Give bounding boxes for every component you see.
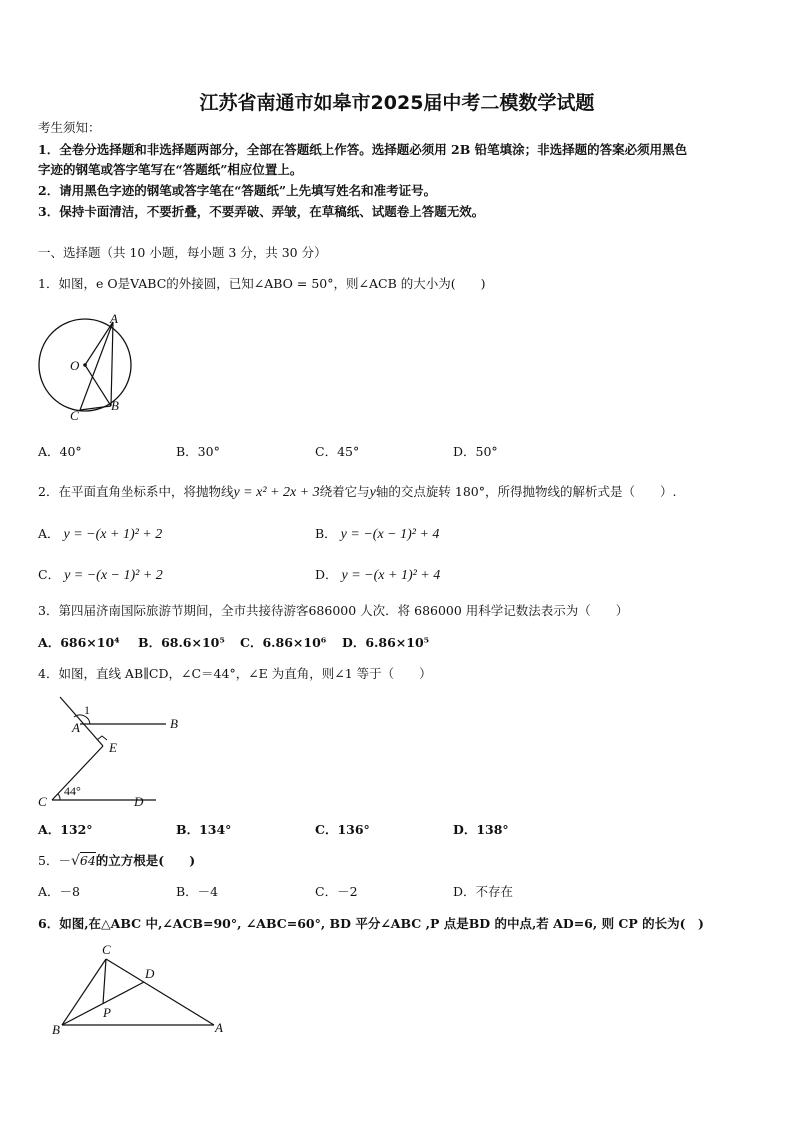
q1-option-d: D．50° [453, 444, 498, 459]
q3-option-c: C．6.86×10⁶ [240, 635, 327, 650]
q5-radicand: 64 [79, 853, 96, 868]
q6-label-a: A [215, 1020, 223, 1035]
q4-option-a: A．132° [38, 822, 93, 837]
q2-option-b [315, 526, 439, 543]
q4-label-c: C [38, 794, 47, 809]
q5-stem-a: 5．－ [38, 853, 71, 868]
q2-option-c-label: C． [38, 567, 61, 582]
q4-label-angle-1: 1 [84, 703, 90, 717]
notice-line-3: 3．保持卡面清洁，不要折叠，不要弄破、弄皱，在草稿纸、试题卷上答题无效。 [38, 204, 485, 219]
q5-option-b: B．－4 [176, 884, 219, 899]
q1-label-a: A [110, 311, 118, 326]
q5-option-d: D．不存在 [453, 884, 514, 899]
q2-stem [38, 484, 676, 501]
q2-option-a-formula: y = −(x + 1)² + 2 [63, 527, 163, 542]
q6-label-c: C [102, 942, 111, 957]
q2-option-b-label: B． [315, 526, 337, 541]
q4-option-c: C．136° [315, 822, 370, 837]
q1-label-c: C [70, 408, 79, 423]
q2-stem-formula: y = x² + 2x + 3 [233, 485, 320, 500]
q2-stem-a: 2．在平面直角坐标系中，将抛物线 [38, 484, 234, 499]
notice-line-1b: 字迹的钢笔或答字笔写在“答题纸”相应位置上。 [38, 162, 303, 177]
q1-circle-figure [36, 312, 146, 424]
q6-label-b: B [52, 1022, 60, 1037]
q2-stem-c: 轴的交点旋转 180°，所得抛物线的解析式是（ ）. [375, 484, 677, 499]
q3-option-d: D．6.86×10⁵ [342, 635, 430, 650]
q2-option-c [38, 567, 163, 584]
q2-option-a [38, 526, 162, 543]
q1-stem: 1．如图，e O是VABC的外接圆，已知∠ABO = 50°，则∠ACB 的大小为( ) [38, 276, 486, 291]
q1-option-c: C．45° [315, 444, 360, 459]
q6-triangle-figure [50, 942, 240, 1042]
q6-label-d: D [145, 966, 155, 981]
notice-heading: 考生须知： [38, 120, 101, 135]
q4-label-d: D [134, 794, 144, 809]
q4-label-44: 44° [64, 784, 81, 798]
q2-option-d [315, 567, 440, 584]
q2-option-a-label: A． [38, 526, 60, 541]
q1-option-a: A．40° [38, 444, 82, 459]
q1-label-o: O [70, 358, 80, 373]
q2-option-c-formula: y = −(x − 1)² + 2 [64, 568, 163, 583]
q5-sqrt-sign: √ [70, 853, 80, 869]
page-title: 江苏省南通市如皋市2025届中考二模数学试题 [199, 92, 595, 114]
q5-stem-b: 的立方根是( ) [95, 853, 196, 868]
notice-line-2: 2．请用黑色字迹的钢笔或答字笔在“答题纸”上先填写姓名和准考证号。 [38, 183, 437, 198]
notice-line-1a: 1．全卷分选择题和非选择题两部分，全部在答题纸上作答。选择题必须用 2B 铅笔填涂；非选择题的答案必须用黑色 [38, 142, 688, 157]
q4-parallel-lines-figure [36, 694, 186, 814]
q2-option-d-formula: y = −(x + 1)² + 4 [341, 568, 441, 583]
q2-option-b-formula: y = −(x − 1)² + 4 [340, 527, 440, 542]
q4-label-a: A [72, 720, 80, 735]
q5-option-c: C．－2 [315, 884, 358, 899]
q6-label-p: P [103, 1005, 111, 1020]
q4-option-d: D．138° [453, 822, 509, 837]
q2-stem-b: 绕着它与 [319, 484, 370, 499]
q2-option-d-label: D． [315, 567, 338, 582]
q5-stem [38, 853, 195, 869]
q5-option-a: A．－8 [38, 884, 80, 899]
q3-stem: 3．第四届济南国际旅游节期间，全市共接待游客686000 人次．将 686000 用科学记数法表示为（ ） [38, 603, 629, 618]
q4-stem: 4．如图，直线 AB∥CD，∠C＝44°，∠E 为直角，则∠1 等于（ ） [38, 666, 432, 681]
q3-option-b: B．68.6×10⁵ [138, 635, 225, 650]
q4-label-b: B [170, 716, 178, 731]
q1-label-b: B [111, 398, 119, 413]
q2-stem-y: y [369, 485, 376, 500]
q3-option-a: A．686×10⁴ [38, 635, 120, 650]
q6-stem: 6．如图,在△ABC 中,∠ACB=90°, ∠ABC=60°, BD 平分∠ABC ,P 点是BD 的中点,若 AD=6, 则 CP 的长为( ) [38, 916, 704, 931]
q4-option-b: B．134° [176, 822, 232, 837]
section-heading: 一、选择题（共 10 小题，每小题 3 分，共 30 分） [38, 245, 327, 260]
q1-option-b: B．30° [176, 444, 220, 459]
q4-label-e: E [109, 740, 117, 755]
